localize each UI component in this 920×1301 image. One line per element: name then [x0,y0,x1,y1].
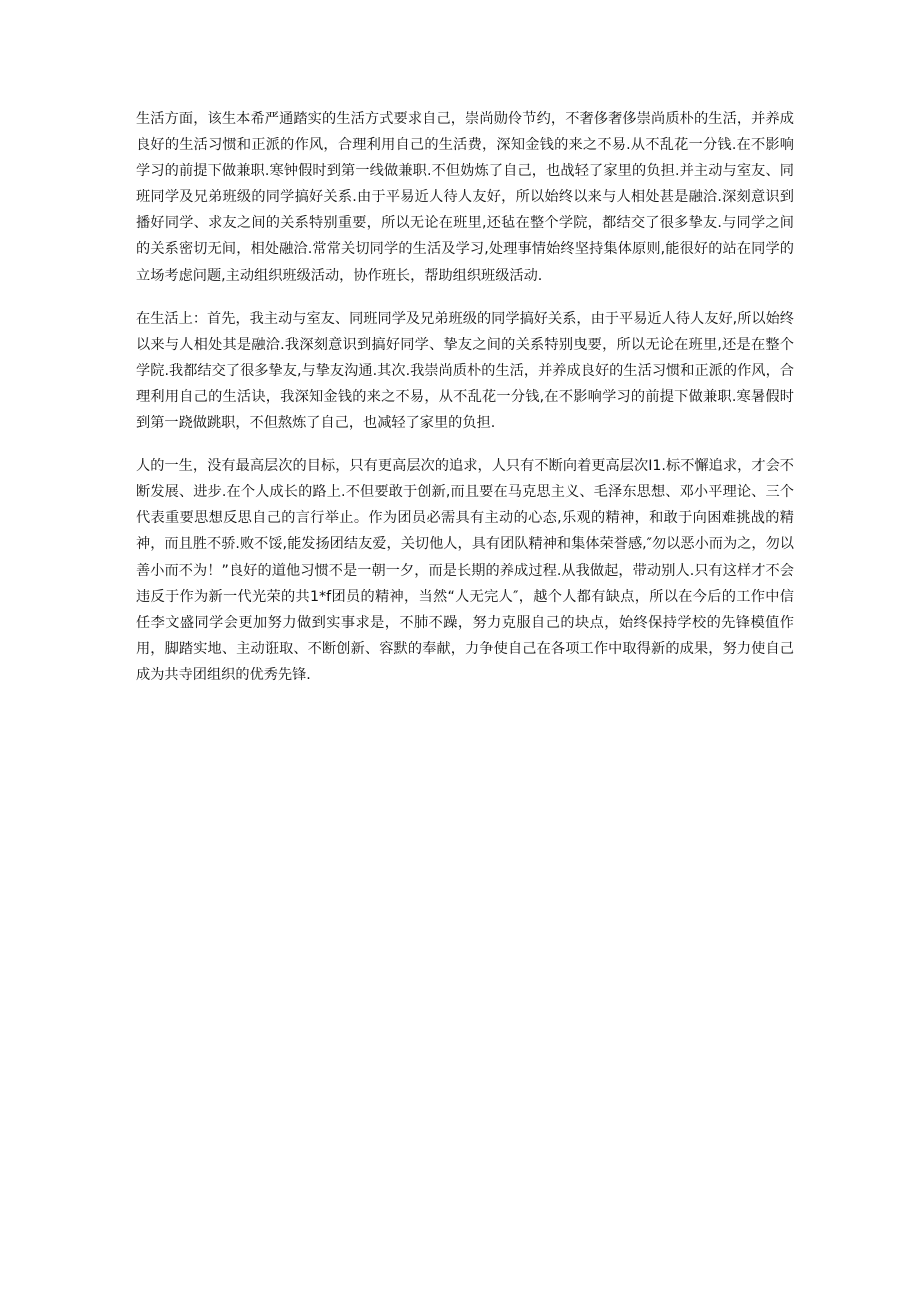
paragraph-in-life: 在生活上：首先，我主动与室友、同班同学及兄弟班级的同学搞好关系，由于平易近人待人友好,所以始终以来与人相处其是融洽.我深刻意识到搞好同学、挚友之间的关系特别曳要，所以无论在班里,还是在整个学院.我都结交了很多挚友,与挚友沟通.其次.我崇尚质朴的生活，并养成良好的生活习惯和正派的作风，合理利用自己的生活诀，我深知金钱的来之不易，从不乱花一分钱,在不影响学习的前提下做兼职.寒暑假时到第一跷做跳职，不但熬炼了自己，也减轻了家里的负担. [136,310,794,432]
paragraph-life-aspects: 生活方面，该生本希严通踏实的生活方式要求自己，崇尚勋伶节约，不奢侈奢侈崇尚质朴的生活，并养成良好的生活习惯和正派的作风，合理利用自己的生活费，深知金钱的来之不易.从不乱花一分钱.在不影响学习的前提下做兼职.寒钟假时到第一线做兼职.不但妫炼了自己，也战轻了家里的负担.并主动与室友、同班同学及兄弟班级的同学搞好关系.由于平易近人待人友好，所以始终以来与人相处甚是融洽.深刻意识到播好同学、求友之间的关系特别重要，所以无论在班里,还毡在整个学院，都结交了很多挚友.与同学之间的关系密切无间，相处融洽.常常关切同学的生活及学习,处理事情始终坚持集体原则,能很好的站在同学的立场考虑问题,主动组织班级活动，协作班长，帮助组织班级活动. [136,111,794,284]
paragraph-life-goals: 人的一生，没有最高层次的目标，只有更高层次的追求，人只有不断向着更高层次I1.标不懈追求，才会不断发展、进步.在个人成长的路上.不但要敢于创新,而且要在马克思主义、毛泽东思想、邓小平理论、三个代表重要思想反思自己的言行举止。作为团员必需具有主动的心态,乐观的精神，和敢于向困难挑战的精神，而且胜不骄.败不馁,能发扬团结友爱，关切他人，具有团队精神和集体荣誉感,″勿以恶小而为之，勿以善小而不为！”良好的道他习惯不是一朝一夕，而是长期的养成过程.从我做起，带动别人.只有这样才不会违反于作为新一代光荣的共1*f团员的精神，当然“人无完人″，越个人都有缺点，所以在今后的工作中信任李文盛同学会更加努力做到实事求是，不肺不躁，努力克服自己的块点，始终保持学校的先锋模值作用，脚踏实地、主动诳取、不断创新、容默的奉献，力争使自己在各项工作中取得新的成果，努力使自己成为共寺团组织的优秀先锋. [136,458,794,683]
document-body [136,106,794,705]
